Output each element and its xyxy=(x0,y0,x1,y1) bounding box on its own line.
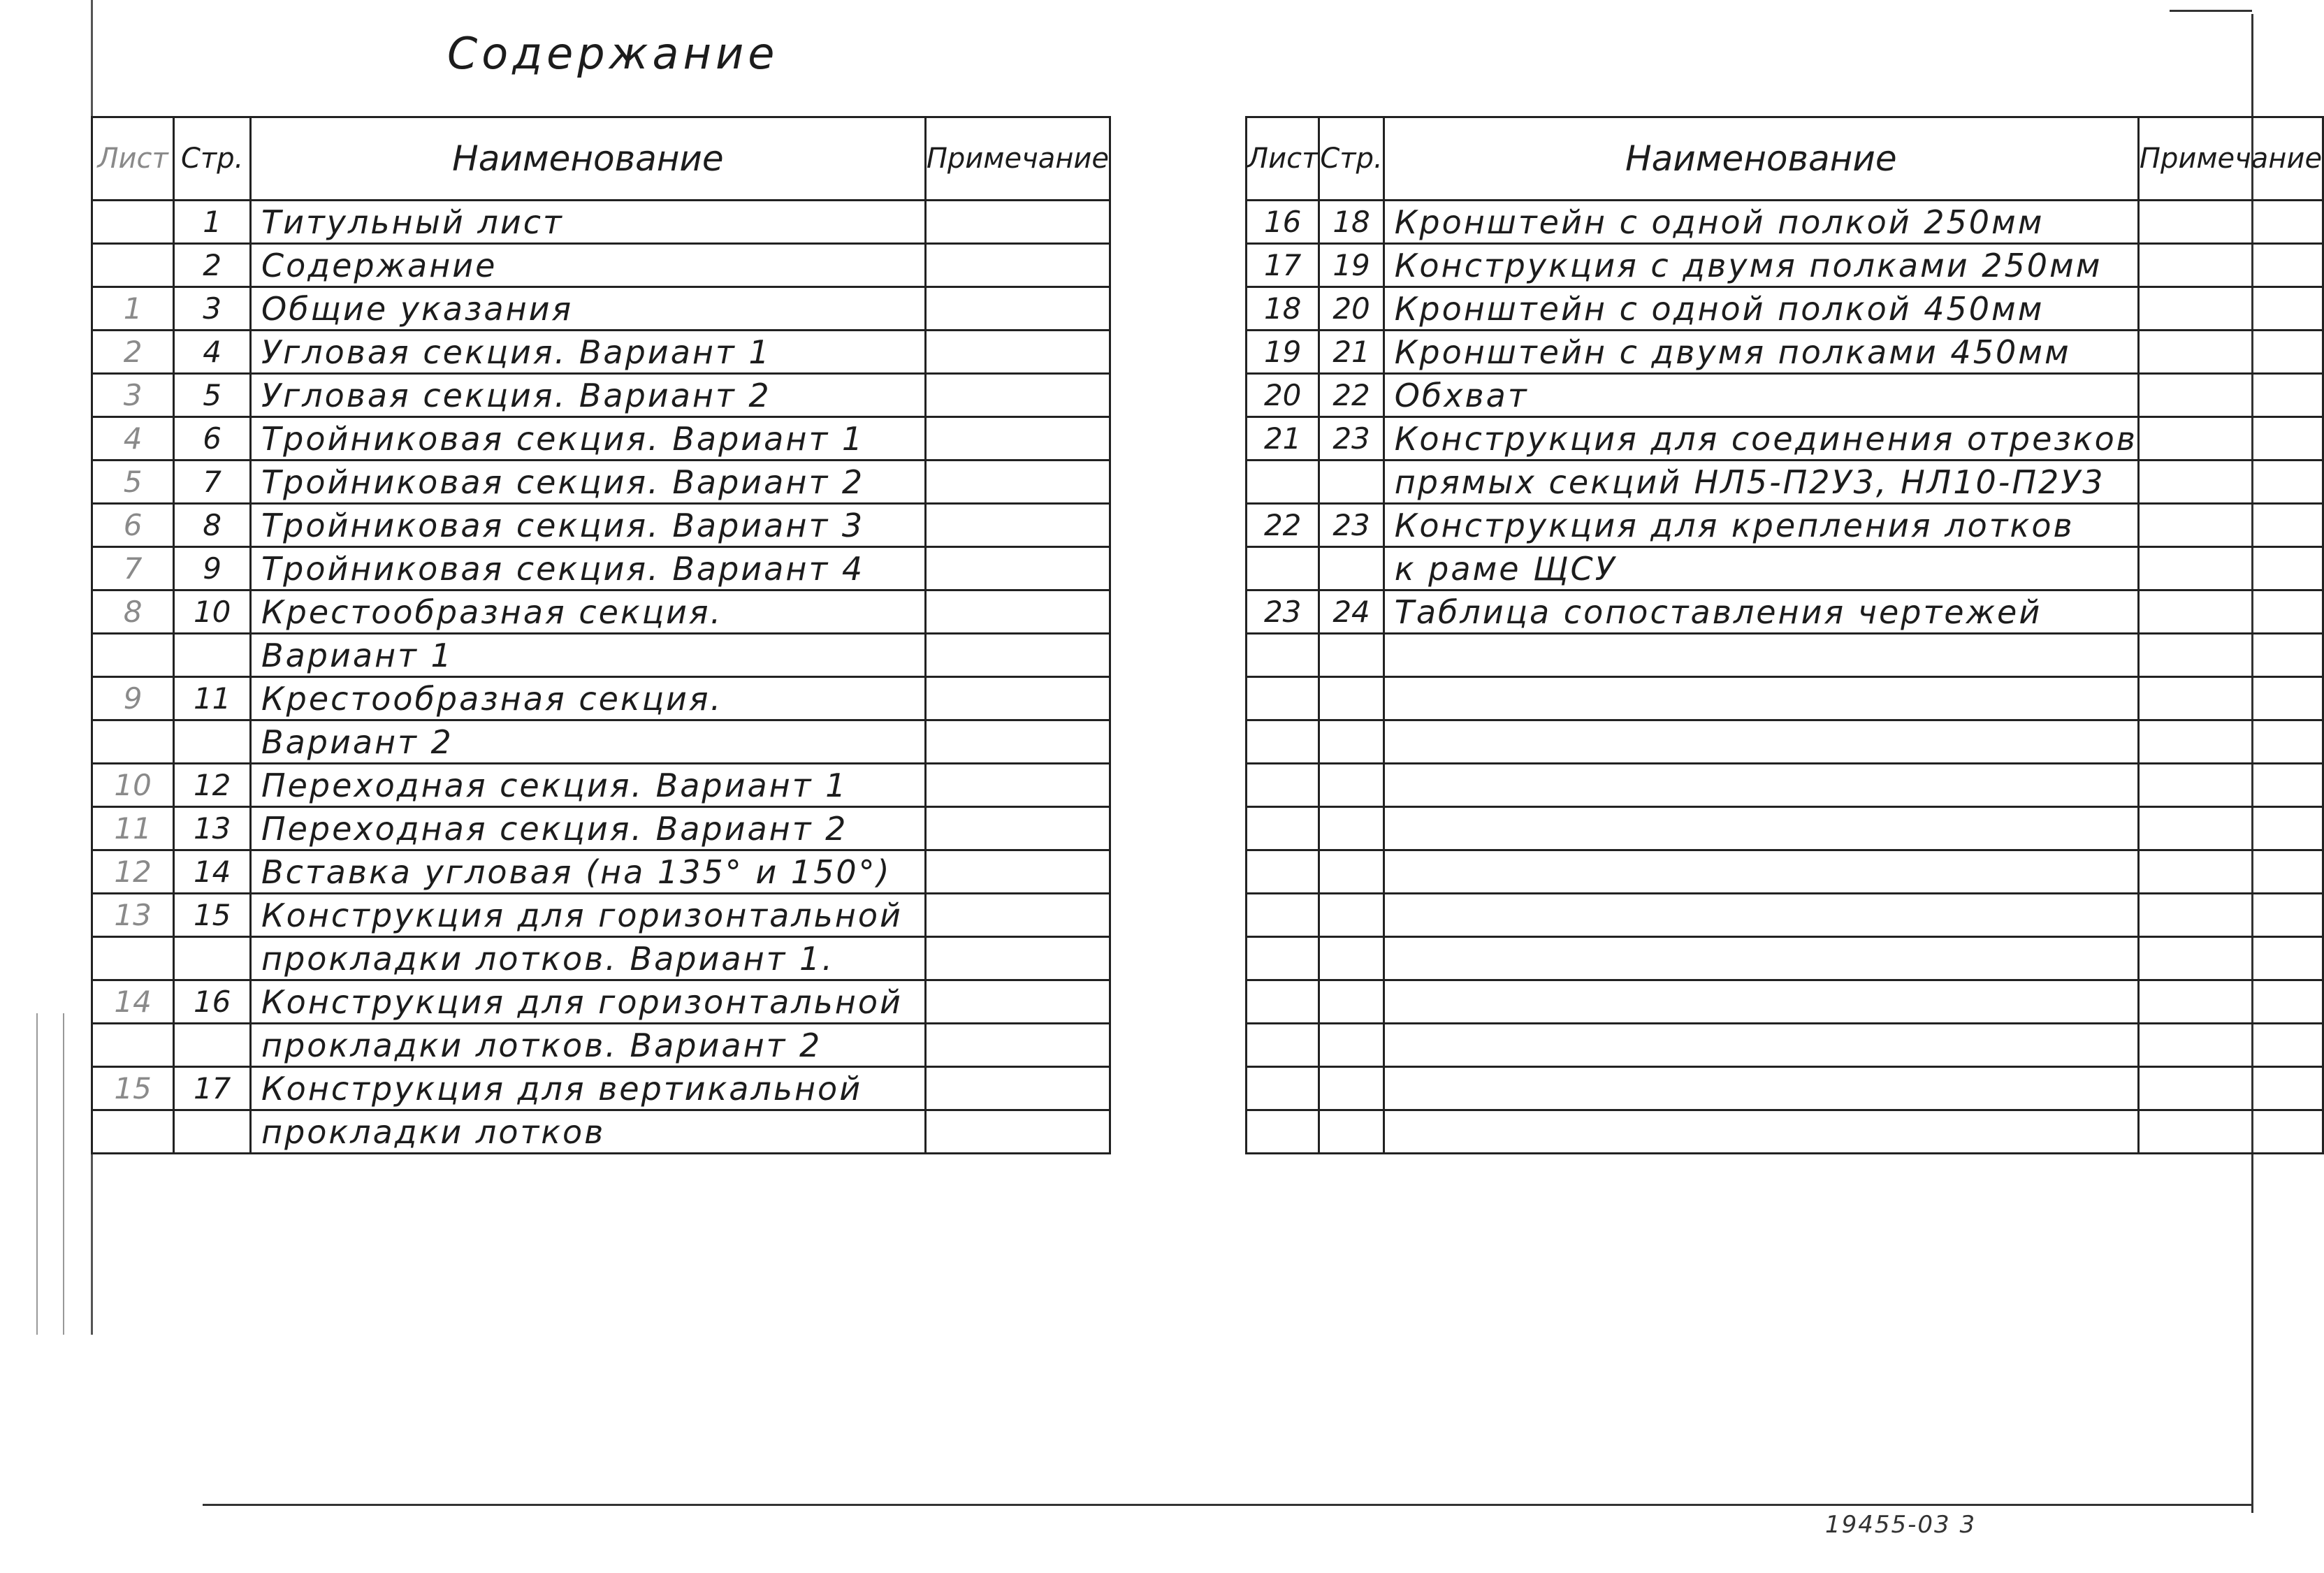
note-cell xyxy=(925,1110,1110,1154)
page-cell xyxy=(1319,1110,1383,1154)
table-row xyxy=(1247,937,2323,980)
name-cell xyxy=(1383,807,2138,850)
name-cell: Переходная секция. Вариант 2 xyxy=(251,807,926,850)
name-cell: прокладки лотков. Вариант 1. xyxy=(251,937,926,980)
table-row xyxy=(92,894,1110,937)
name-cell: Общие указания xyxy=(251,287,926,331)
sheet-cell: 16 xyxy=(1247,201,1319,244)
sheet-cell xyxy=(92,937,174,980)
sheet-cell xyxy=(1247,677,1319,720)
note-cell xyxy=(2138,461,2323,504)
note-cell xyxy=(925,374,1110,417)
note-cell xyxy=(925,417,1110,461)
page-cell xyxy=(1319,980,1383,1024)
name-cell: Кронштейн с одной полкой 450мм xyxy=(1383,287,2138,331)
table-row xyxy=(92,850,1110,894)
note-cell xyxy=(2138,374,2323,417)
note-cell xyxy=(925,677,1110,720)
page-cell: 19 xyxy=(1319,244,1383,287)
page-cell xyxy=(1319,850,1383,894)
page-cell: 18 xyxy=(1319,201,1383,244)
name-cell: Крестообразная секция. xyxy=(251,677,926,720)
sheet-cell xyxy=(1247,1067,1319,1110)
table-row xyxy=(1247,764,2323,807)
page-cell: 13 xyxy=(174,807,251,850)
note-cell xyxy=(2138,331,2323,374)
sheet-cell xyxy=(92,1024,174,1067)
header-note: Примечание xyxy=(2138,117,2323,201)
contents-left-body xyxy=(92,201,1110,1154)
sheet-cell xyxy=(1247,1110,1319,1154)
sheet-cell: 7 xyxy=(92,547,174,590)
page-cell xyxy=(174,1024,251,1067)
note-cell xyxy=(925,634,1110,677)
note-cell xyxy=(2138,590,2323,634)
sheet-cell: 9 xyxy=(92,677,174,720)
table-row xyxy=(92,417,1110,461)
header-sheet: Лист xyxy=(1247,117,1319,201)
page-cell: 17 xyxy=(174,1067,251,1110)
note-cell xyxy=(2138,980,2323,1024)
note-cell xyxy=(2138,504,2323,547)
note-cell xyxy=(2138,720,2323,764)
page-cell: 5 xyxy=(174,374,251,417)
table-row xyxy=(92,980,1110,1024)
note-cell xyxy=(925,547,1110,590)
table-row xyxy=(92,1110,1110,1154)
page-cell: 6 xyxy=(174,417,251,461)
frame-bottom-border xyxy=(203,1504,2253,1506)
note-cell xyxy=(2138,807,2323,850)
table-row xyxy=(92,504,1110,547)
page-cell: 1 xyxy=(174,201,251,244)
sheet-cell: 17 xyxy=(1247,244,1319,287)
page-cell: 7 xyxy=(174,461,251,504)
table-row xyxy=(92,720,1110,764)
header-page: Стр. xyxy=(1319,117,1383,201)
name-cell xyxy=(1383,677,2138,720)
name-cell: Вставка угловая (на 135° и 150°) xyxy=(251,850,926,894)
page-cell: 14 xyxy=(174,850,251,894)
sheet-cell xyxy=(92,634,174,677)
table-row xyxy=(92,764,1110,807)
name-cell: Конструкция для крепления лотков xyxy=(1383,504,2138,547)
note-cell xyxy=(925,850,1110,894)
note-cell xyxy=(925,720,1110,764)
sheet-cell: 14 xyxy=(92,980,174,1024)
name-cell: Тройниковая секция. Вариант 2 xyxy=(251,461,926,504)
note-cell xyxy=(925,1024,1110,1067)
side-stamp-box xyxy=(36,1013,64,1335)
sheet-cell: 2 xyxy=(92,331,174,374)
header-name: Наименование xyxy=(251,117,926,201)
table-row xyxy=(1247,807,2323,850)
sheet-cell: 23 xyxy=(1247,590,1319,634)
page-cell xyxy=(1319,677,1383,720)
note-cell xyxy=(2138,634,2323,677)
header-sheet: Лист xyxy=(92,117,174,201)
table-row xyxy=(1247,417,2323,461)
sheet-cell xyxy=(1247,850,1319,894)
table-header-row xyxy=(92,117,1110,201)
name-cell: Переходная секция. Вариант 1 xyxy=(251,764,926,807)
page-title: Содержание xyxy=(447,28,779,79)
sheet-cell xyxy=(1247,937,1319,980)
table-row xyxy=(1247,980,2323,1024)
note-cell xyxy=(925,764,1110,807)
page-cell: 15 xyxy=(174,894,251,937)
name-cell xyxy=(1383,894,2138,937)
note-cell xyxy=(925,937,1110,980)
table-row xyxy=(92,677,1110,720)
note-cell xyxy=(2138,547,2323,590)
sheet-cell: 18 xyxy=(1247,287,1319,331)
table-row xyxy=(1247,720,2323,764)
page-cell: 8 xyxy=(174,504,251,547)
page-cell xyxy=(1319,894,1383,937)
sheet-cell: 3 xyxy=(92,374,174,417)
sheet-cell xyxy=(1247,547,1319,590)
document-code: 19455-03 3 xyxy=(1825,1511,1977,1539)
table-row xyxy=(92,590,1110,634)
table-row xyxy=(92,807,1110,850)
contents-right-body xyxy=(1247,201,2323,1154)
table-row xyxy=(92,937,1110,980)
table-row xyxy=(92,287,1110,331)
name-cell xyxy=(1383,1110,2138,1154)
note-cell xyxy=(2138,937,2323,980)
sheet-cell xyxy=(92,201,174,244)
page-cell: 24 xyxy=(1319,590,1383,634)
table-row xyxy=(92,201,1110,244)
page-cell: 16 xyxy=(174,980,251,1024)
note-cell xyxy=(2138,894,2323,937)
sheet-cell: 10 xyxy=(92,764,174,807)
sheet-cell: 8 xyxy=(92,590,174,634)
page-cell xyxy=(1319,547,1383,590)
name-cell: Тройниковая секция. Вариант 4 xyxy=(251,547,926,590)
sheet-cell: 4 xyxy=(92,417,174,461)
table-row xyxy=(1247,1110,2323,1154)
header-name: Наименование xyxy=(1383,117,2138,201)
name-cell: прокладки лотков xyxy=(251,1110,926,1154)
table-row xyxy=(1247,244,2323,287)
name-cell: Конструкция для вертикальной xyxy=(251,1067,926,1110)
sheet-cell: 20 xyxy=(1247,374,1319,417)
table-row xyxy=(1247,331,2323,374)
name-cell: Кронштейн с одной полкой 250мм xyxy=(1383,201,2138,244)
table-header-row xyxy=(1247,117,2323,201)
note-cell xyxy=(925,504,1110,547)
name-cell xyxy=(1383,764,2138,807)
page-cell: 2 xyxy=(174,244,251,287)
name-cell: Крестообразная секция. xyxy=(251,590,926,634)
table-row xyxy=(1247,634,2323,677)
note-cell xyxy=(2138,677,2323,720)
name-cell xyxy=(1383,937,2138,980)
name-cell: Тройниковая секция. Вариант 3 xyxy=(251,504,926,547)
table-row xyxy=(1247,461,2323,504)
name-cell: Таблица сопоставления чертежей xyxy=(1383,590,2138,634)
note-cell xyxy=(925,287,1110,331)
note-cell xyxy=(925,894,1110,937)
name-cell xyxy=(1383,1024,2138,1067)
table-row xyxy=(92,547,1110,590)
sheet-cell xyxy=(1247,461,1319,504)
table-row xyxy=(1247,287,2323,331)
sheet-cell: 19 xyxy=(1247,331,1319,374)
page-cell xyxy=(1319,1067,1383,1110)
page-cell: 21 xyxy=(1319,331,1383,374)
table-row xyxy=(92,331,1110,374)
page-cell xyxy=(1319,1024,1383,1067)
table-row xyxy=(92,461,1110,504)
sheet-cell: 6 xyxy=(92,504,174,547)
sheet-cell xyxy=(1247,764,1319,807)
name-cell: Конструкция с двумя полками 250мм xyxy=(1383,244,2138,287)
note-cell xyxy=(2138,850,2323,894)
name-cell: Угловая секция. Вариант 1 xyxy=(251,331,926,374)
name-cell: прямых секций НЛ5-П2У3, НЛ10-П2У3 xyxy=(1383,461,2138,504)
page-cell xyxy=(174,720,251,764)
table-row xyxy=(1247,677,2323,720)
name-cell: Угловая секция. Вариант 2 xyxy=(251,374,926,417)
page-cell xyxy=(174,634,251,677)
page-cell: 11 xyxy=(174,677,251,720)
page-cell: 10 xyxy=(174,590,251,634)
contents-table-left xyxy=(91,116,1111,1154)
table-row xyxy=(1247,547,2323,590)
page-cell xyxy=(1319,807,1383,850)
name-cell: Вариант 2 xyxy=(251,720,926,764)
name-cell: Вариант 1 xyxy=(251,634,926,677)
name-cell: Конструкция для горизонтальной xyxy=(251,894,926,937)
name-cell: Титульный лист xyxy=(251,201,926,244)
note-cell xyxy=(2138,201,2323,244)
note-cell xyxy=(2138,1110,2323,1154)
sheet-cell xyxy=(1247,1024,1319,1067)
name-cell xyxy=(1383,634,2138,677)
page-cell xyxy=(1319,764,1383,807)
contents-table-right xyxy=(1245,116,2324,1154)
page-cell: 22 xyxy=(1319,374,1383,417)
table-row xyxy=(1247,374,2323,417)
page-cell: 23 xyxy=(1319,417,1383,461)
page-cell xyxy=(1319,634,1383,677)
sheet-cell xyxy=(1247,894,1319,937)
note-cell xyxy=(2138,764,2323,807)
frame-top-corner xyxy=(2170,10,2252,12)
note-cell xyxy=(925,461,1110,504)
note-cell xyxy=(925,807,1110,850)
table-row xyxy=(92,244,1110,287)
name-cell: Конструкция для соединения отрезков xyxy=(1383,417,2138,461)
name-cell: Тройниковая секция. Вариант 1 xyxy=(251,417,926,461)
sheet-cell: 22 xyxy=(1247,504,1319,547)
name-cell: Кронштейн с двумя полками 450мм xyxy=(1383,331,2138,374)
note-cell xyxy=(925,201,1110,244)
note-cell xyxy=(925,590,1110,634)
sheet-cell xyxy=(1247,807,1319,850)
page-cell: 3 xyxy=(174,287,251,331)
sheet-cell: 5 xyxy=(92,461,174,504)
table-row xyxy=(1247,1024,2323,1067)
table-row xyxy=(1247,201,2323,244)
table-row xyxy=(92,1067,1110,1110)
page-cell xyxy=(1319,720,1383,764)
note-cell xyxy=(2138,287,2323,331)
name-cell: к раме ЩСУ xyxy=(1383,547,2138,590)
sheet-cell xyxy=(1247,720,1319,764)
name-cell xyxy=(1383,980,2138,1024)
note-cell xyxy=(2138,417,2323,461)
sheet-cell: 11 xyxy=(92,807,174,850)
sheet-cell xyxy=(1247,634,1319,677)
page-cell xyxy=(1319,461,1383,504)
page-cell: 20 xyxy=(1319,287,1383,331)
header-note: Примечание xyxy=(925,117,1110,201)
name-cell: Содержание xyxy=(251,244,926,287)
table-row xyxy=(92,634,1110,677)
sheet-cell xyxy=(1247,980,1319,1024)
sheet-cell: 13 xyxy=(92,894,174,937)
name-cell: прокладки лотков. Вариант 2 xyxy=(251,1024,926,1067)
name-cell xyxy=(1383,850,2138,894)
sheet-cell: 21 xyxy=(1247,417,1319,461)
sheet-cell: 12 xyxy=(92,850,174,894)
table-row xyxy=(1247,1067,2323,1110)
page-cell: 4 xyxy=(174,331,251,374)
header-page: Стр. xyxy=(174,117,251,201)
table-row xyxy=(92,374,1110,417)
page-cell xyxy=(174,1110,251,1154)
name-cell xyxy=(1383,1067,2138,1110)
note-cell xyxy=(925,244,1110,287)
name-cell: Обхват xyxy=(1383,374,2138,417)
table-row xyxy=(1247,850,2323,894)
note-cell xyxy=(2138,244,2323,287)
page-cell: 12 xyxy=(174,764,251,807)
sheet-cell xyxy=(92,720,174,764)
note-cell xyxy=(925,980,1110,1024)
table-row xyxy=(92,1024,1110,1067)
name-cell: Конструкция для горизонтальной xyxy=(251,980,926,1024)
sheet-cell: 15 xyxy=(92,1067,174,1110)
note-cell xyxy=(925,331,1110,374)
table-row xyxy=(1247,590,2323,634)
page-cell: 23 xyxy=(1319,504,1383,547)
table-row xyxy=(1247,504,2323,547)
sheet-cell: 1 xyxy=(92,287,174,331)
page-cell: 9 xyxy=(174,547,251,590)
page-cell xyxy=(174,937,251,980)
note-cell xyxy=(925,1067,1110,1110)
note-cell xyxy=(2138,1067,2323,1110)
note-cell xyxy=(2138,1024,2323,1067)
page-cell xyxy=(1319,937,1383,980)
table-row xyxy=(1247,894,2323,937)
name-cell xyxy=(1383,720,2138,764)
sheet-cell xyxy=(92,1110,174,1154)
sheet-cell xyxy=(92,244,174,287)
